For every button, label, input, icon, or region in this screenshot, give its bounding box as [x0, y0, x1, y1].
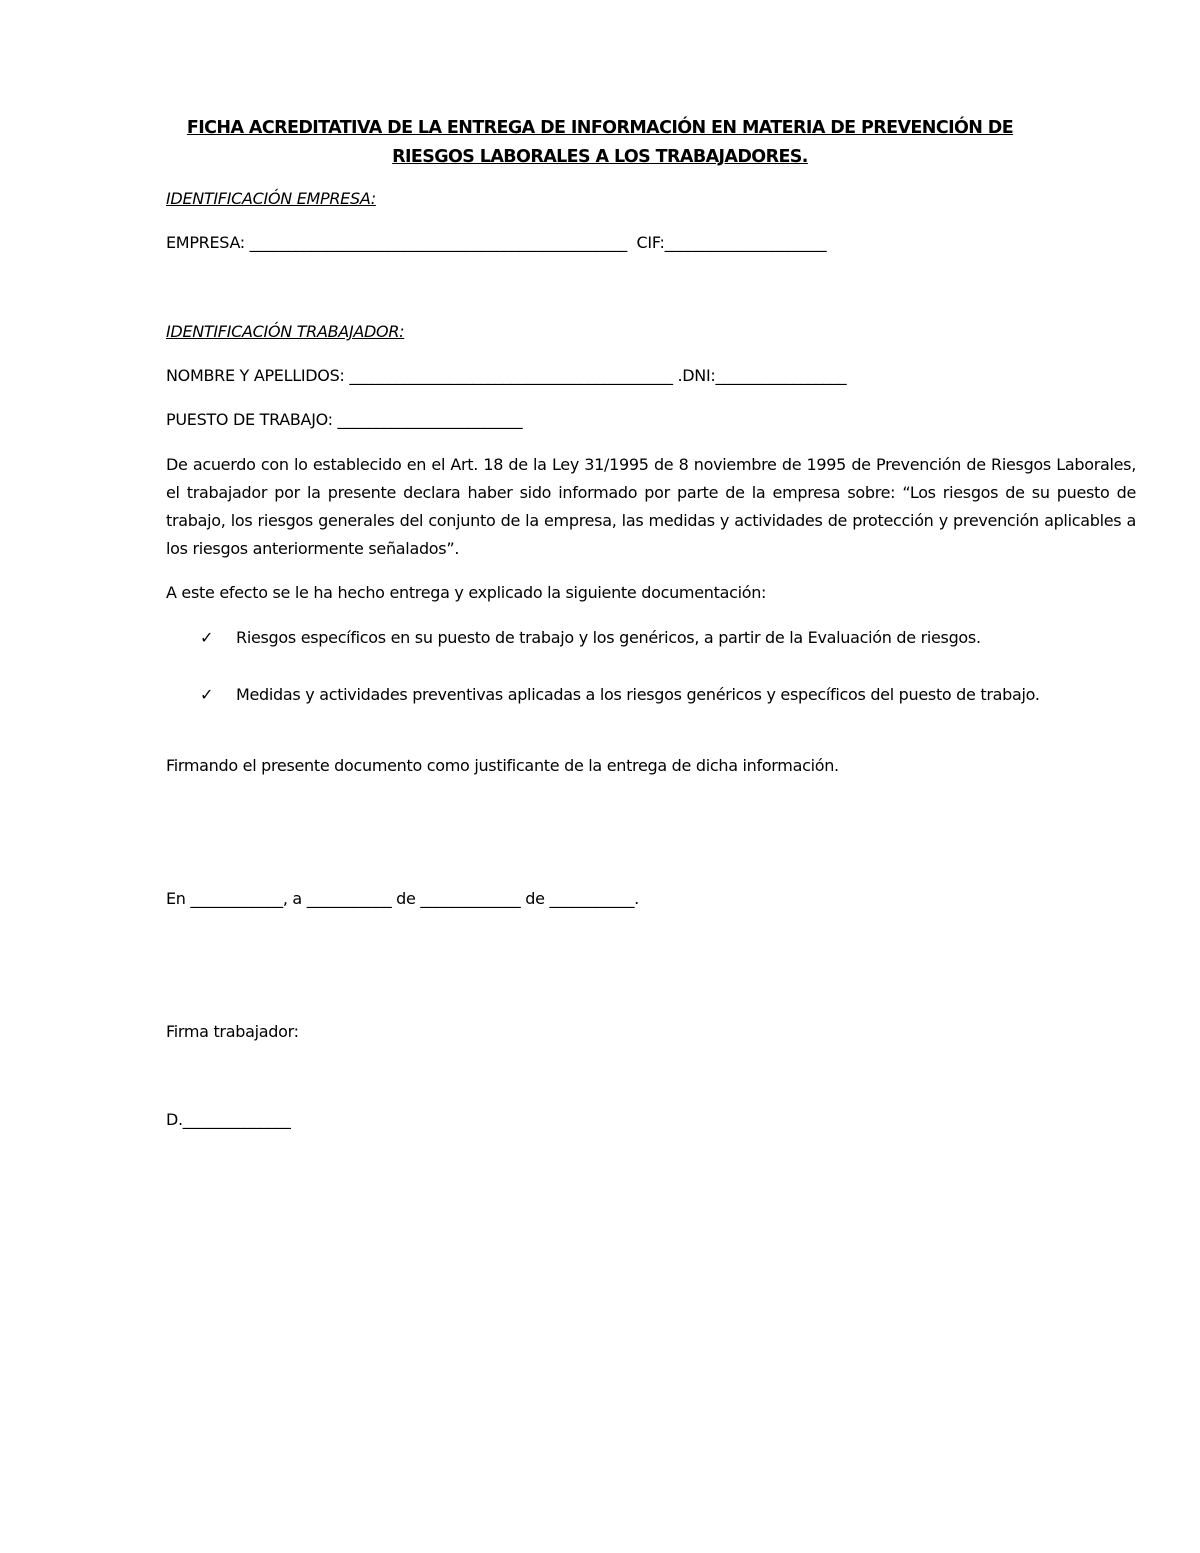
name-dni-field: NOMBRE Y APELLIDOS: __________________________________________ .DNI:_________________	[166, 366, 847, 385]
document-title: FICHA ACREDITATIVA DE LA ENTREGA DE INFORMACIÓN EN MATERIA DE PREVENCIÓN DE RIESGOS LABORALES A LOS TRABAJADORES.	[186, 118, 1014, 167]
check-icon: ✓	[200, 628, 214, 647]
signing-statement: Firmando el presente documento como justificante de la entrega de dicha información.	[166, 756, 839, 775]
worker-section-label: IDENTIFICACIÓN TRABAJADOR:	[166, 322, 405, 341]
documentation-intro: A este efecto se le ha hecho entrega y explicado la siguiente documentación:	[166, 583, 767, 602]
signature-field: D.______________	[166, 1110, 291, 1129]
signature-label: Firma trabajador:	[166, 1022, 299, 1041]
company-cif-field: EMPRESA: _________________________________________________ CIF:_____________________	[166, 233, 827, 252]
list-item	[200, 684, 1040, 706]
check-icon: ✓	[200, 685, 214, 704]
list-item-text: Riesgos específicos en su puesto de trabajo y los genéricos, a partir de la Evaluación de riesgos.	[236, 628, 981, 647]
job-position-field: PUESTO DE TRABAJO: ________________________	[166, 410, 523, 429]
declaration-paragraph: De acuerdo con lo establecido en el Art. 18 de la Ley 31/1995 de 8 noviembre de 1995 de Prevención de Riesgos Laborales, el trabajador por la presente declara haber sido informado por parte de la empresa sobre: “Los riesgos de su puesto de trabajo, los riesgos generales del conjunto de la empresa, las medidas y actividades de protección y prevención aplicables a los riesgos anteriormente señalados”.	[166, 455, 1136, 558]
place-date-field: En ____________, a ___________ de _____________ de ___________.	[166, 889, 639, 908]
company-section-label: IDENTIFICACIÓN EMPRESA:	[166, 189, 376, 208]
list-item	[200, 627, 981, 649]
list-item-text: Medidas y actividades preventivas aplicadas a los riesgos genéricos y específicos del puesto de trabajo.	[236, 685, 1040, 704]
